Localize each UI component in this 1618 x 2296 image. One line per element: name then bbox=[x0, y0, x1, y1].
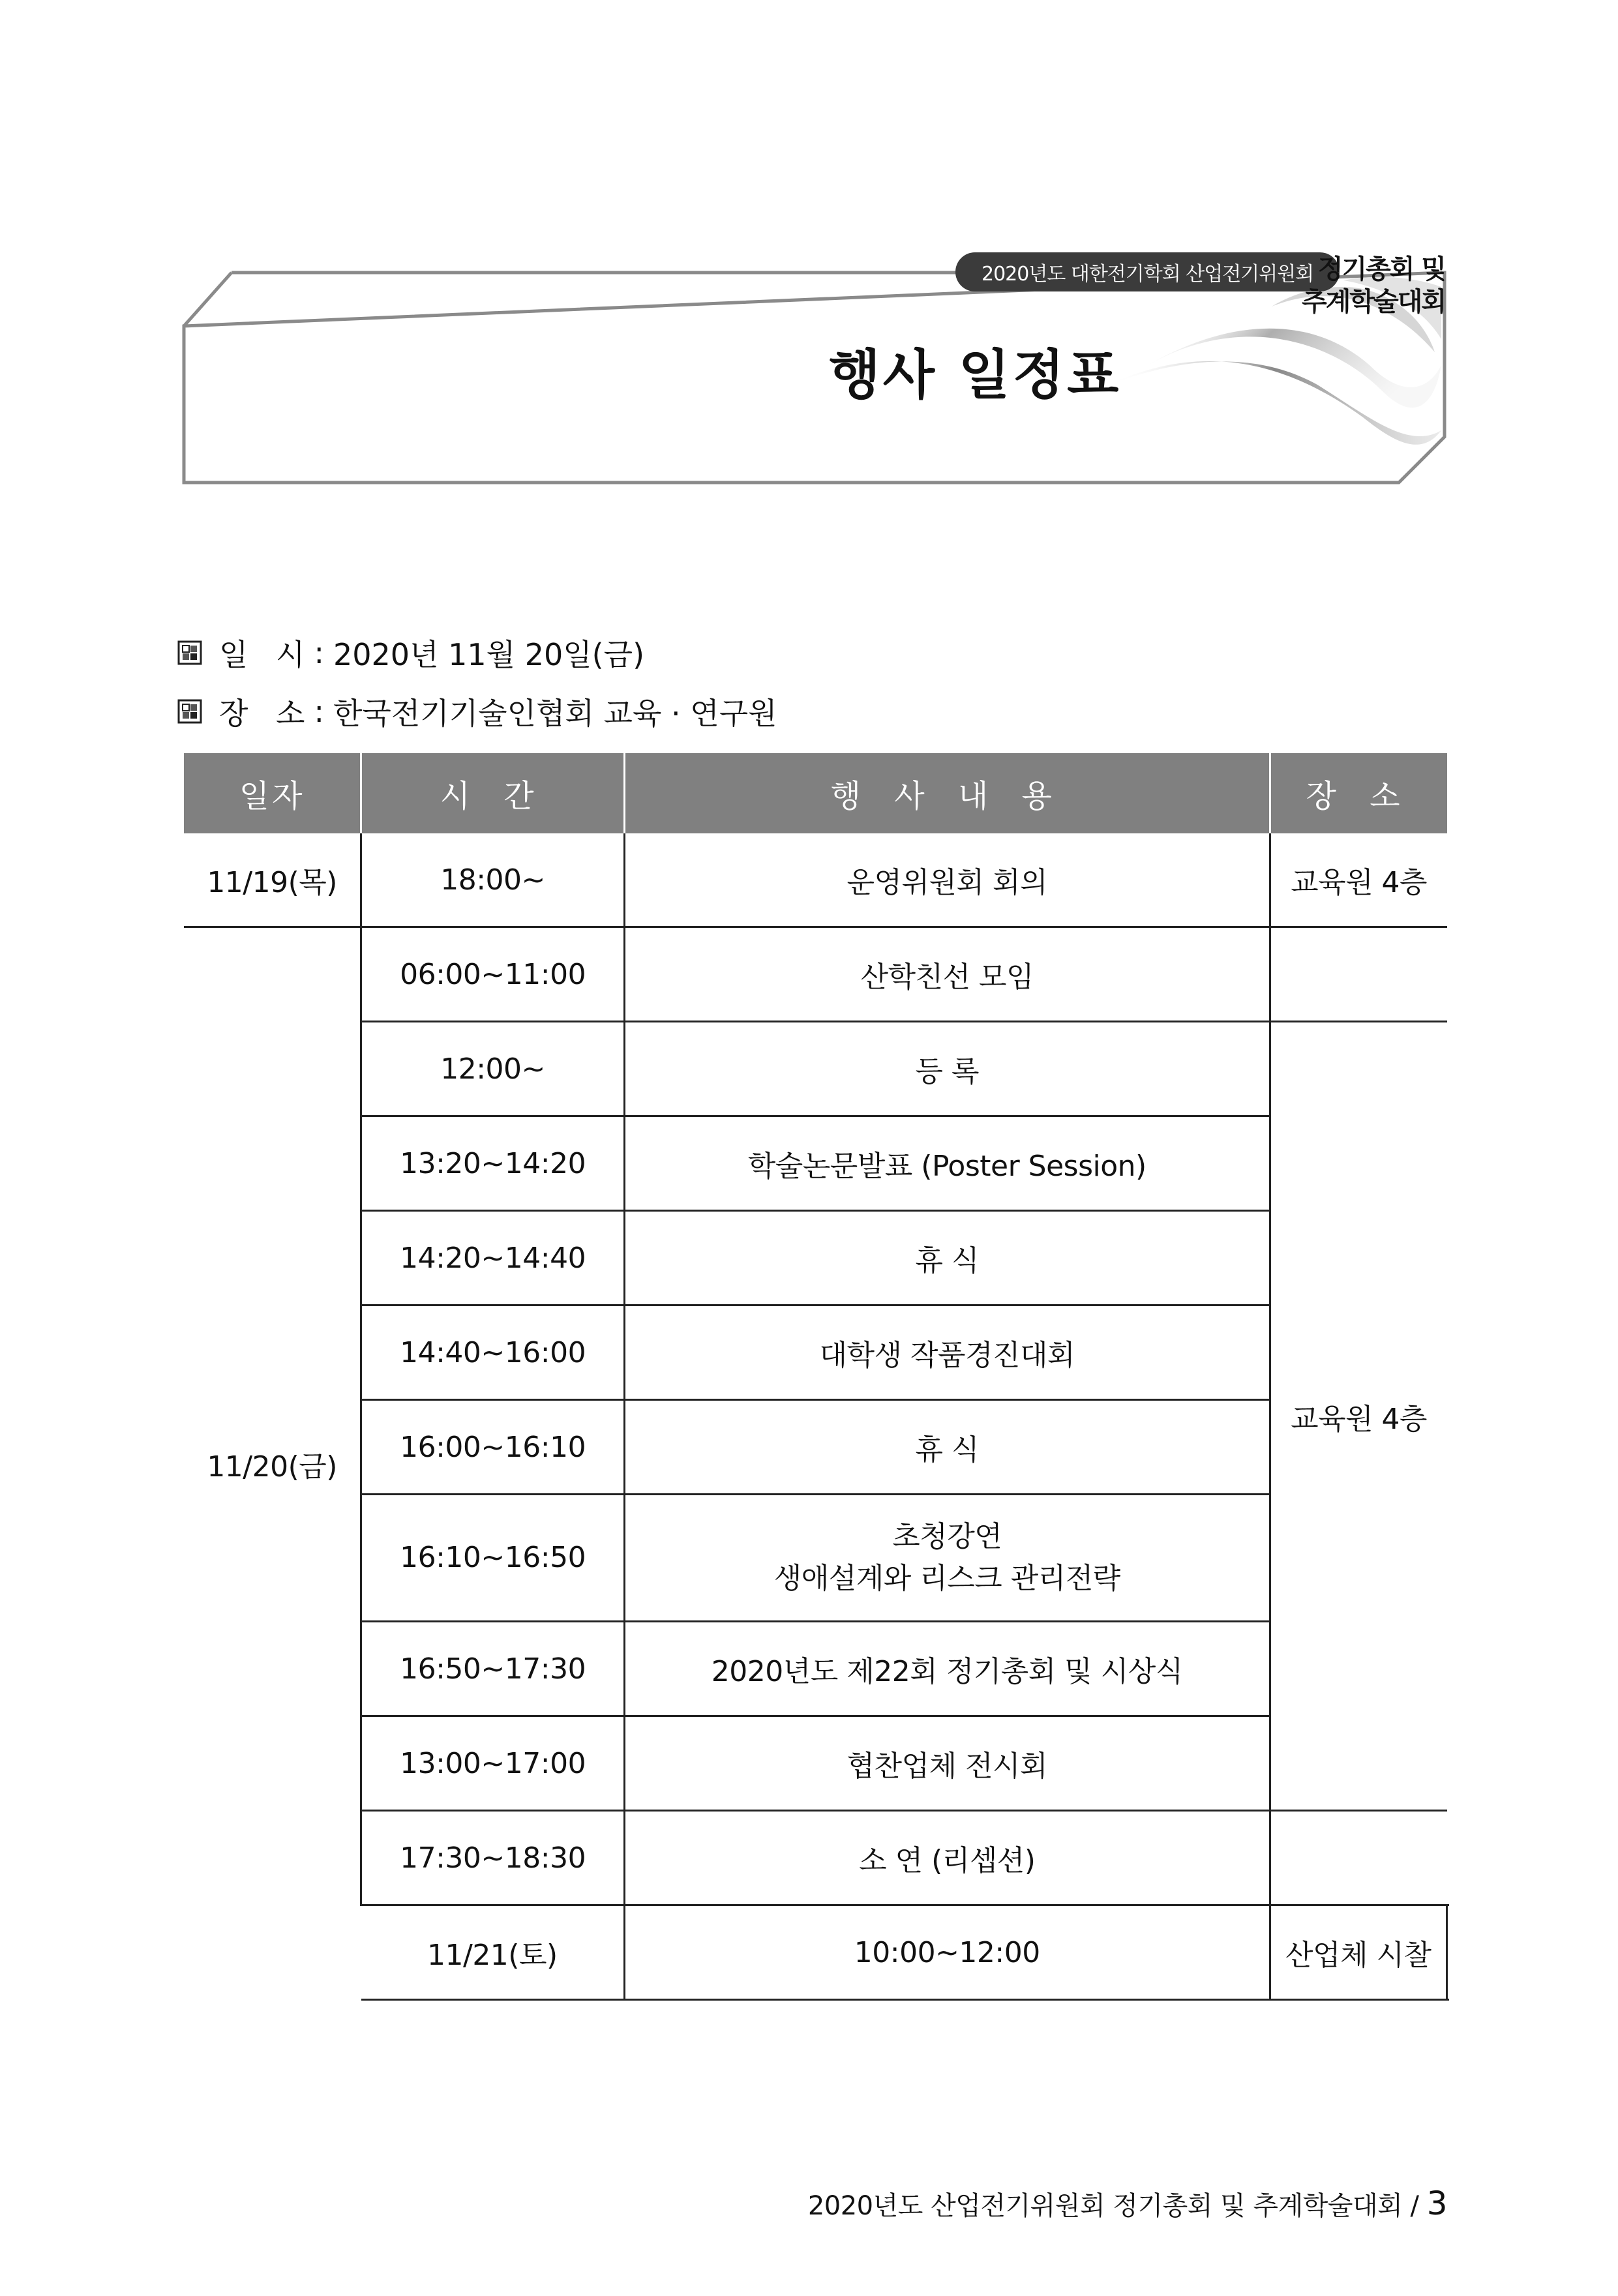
time-cell: 13:20~14:20 bbox=[361, 1116, 625, 1211]
event-cell: 휴 식 bbox=[624, 1211, 1270, 1305]
place-cell: 교육원 4층 bbox=[1270, 1022, 1446, 1811]
event-cell: 2020년도 제22회 정기총회 및 시상식 bbox=[624, 1622, 1270, 1716]
event-cell: 학술논문발표 (Poster Session) bbox=[624, 1116, 1270, 1211]
time-cell: 16:10~16:50 bbox=[361, 1495, 625, 1622]
event-cell bbox=[624, 1495, 1270, 1622]
event-cell: 휴 식 bbox=[624, 1400, 1270, 1495]
place-cell bbox=[1270, 1811, 1446, 1905]
table-row bbox=[184, 1811, 1449, 1905]
place-cell bbox=[1270, 927, 1446, 1022]
event-cell: 대학생 작품경진대회 bbox=[624, 1305, 1270, 1400]
header-event: 행 사 내 용 bbox=[624, 753, 1270, 833]
table-header-row bbox=[184, 753, 1449, 833]
table-row bbox=[184, 1495, 1449, 1622]
table-row bbox=[184, 1305, 1449, 1400]
date-info bbox=[177, 631, 644, 674]
place-value: 한국전기기술인협회 교육 · 연구원 bbox=[333, 696, 777, 731]
conference-title-line2: 추계학술대회 bbox=[1302, 287, 1445, 317]
place-separator: : bbox=[314, 694, 324, 729]
table-row bbox=[184, 1716, 1449, 1811]
table-row bbox=[184, 1400, 1449, 1495]
time-cell: 14:20~14:40 bbox=[361, 1211, 625, 1305]
committee-badge bbox=[955, 252, 1340, 291]
page-title: 행사 일정표 bbox=[828, 344, 1122, 406]
place-cell bbox=[1447, 1905, 1450, 2000]
place-cell: 교육원 4층 bbox=[1270, 833, 1446, 927]
page-number: 3 bbox=[1426, 2184, 1447, 2222]
event-cell: 협찬업체 전시회 bbox=[624, 1716, 1270, 1811]
event-cell: 산업체 시찰 bbox=[1270, 1905, 1446, 2000]
time-cell: 14:40~16:00 bbox=[361, 1305, 625, 1400]
header-place: 장 소 bbox=[1270, 753, 1446, 833]
event-cell: 소 연 (리셉션) bbox=[624, 1811, 1270, 1905]
page-footer bbox=[808, 2184, 1447, 2222]
footer-text: 2020년도 산업전기위원회 정기총회 및 추계학술대회 / bbox=[807, 2191, 1419, 2221]
schedule-table bbox=[184, 753, 1449, 2001]
date-separator: : bbox=[314, 635, 324, 670]
event-line-2: 생애설계와 리스크 관리전략 bbox=[773, 1562, 1120, 1595]
conference-title-line1: 정기총회 및 bbox=[1317, 254, 1445, 284]
time-cell: 12:00~ bbox=[361, 1022, 625, 1116]
event-cell: 등 록 bbox=[624, 1022, 1270, 1116]
time-cell: 17:30~18:30 bbox=[361, 1811, 625, 1905]
date-cell: 11/21(토) bbox=[361, 1905, 625, 2000]
time-cell: 18:00~ bbox=[361, 833, 625, 927]
table-row bbox=[184, 927, 1449, 1022]
table-row bbox=[184, 1211, 1449, 1305]
date-value: 2020년 11월 20일(금) bbox=[333, 637, 645, 672]
event-cell: 운영위원회 회의 bbox=[624, 833, 1270, 927]
table-row bbox=[184, 1116, 1449, 1211]
date-cell: 11/20(금) bbox=[184, 927, 361, 2000]
event-cell: 산학친선 모임 bbox=[624, 927, 1270, 1022]
conference-title bbox=[1302, 253, 1445, 318]
place-info bbox=[177, 690, 777, 733]
time-cell: 06:00~11:00 bbox=[361, 927, 625, 1022]
place-label: 장 소 bbox=[219, 696, 314, 731]
time-cell: 16:50~17:30 bbox=[361, 1622, 625, 1716]
square-bullet-icon bbox=[177, 699, 202, 724]
table-row bbox=[184, 833, 1449, 927]
date-label: 일 시 bbox=[219, 637, 314, 672]
time-cell: 16:00~16:10 bbox=[361, 1400, 625, 1495]
header-date: 일자 bbox=[184, 753, 361, 833]
time-cell: 10:00~12:00 bbox=[624, 1905, 1270, 2000]
date-cell: 11/19(목) bbox=[207, 866, 337, 899]
time-cell: 13:00~17:00 bbox=[361, 1716, 625, 1811]
committee-badge-text: 2020년도 대한전기학회 산업전기위원회 bbox=[981, 263, 1314, 286]
header-time: 시 간 bbox=[361, 753, 625, 833]
table-row bbox=[184, 1022, 1449, 1116]
square-bullet-icon bbox=[177, 640, 202, 665]
table-row bbox=[184, 1622, 1449, 1716]
table-row bbox=[184, 1905, 1449, 2000]
event-line-1: 초청강연 bbox=[892, 1520, 1002, 1553]
